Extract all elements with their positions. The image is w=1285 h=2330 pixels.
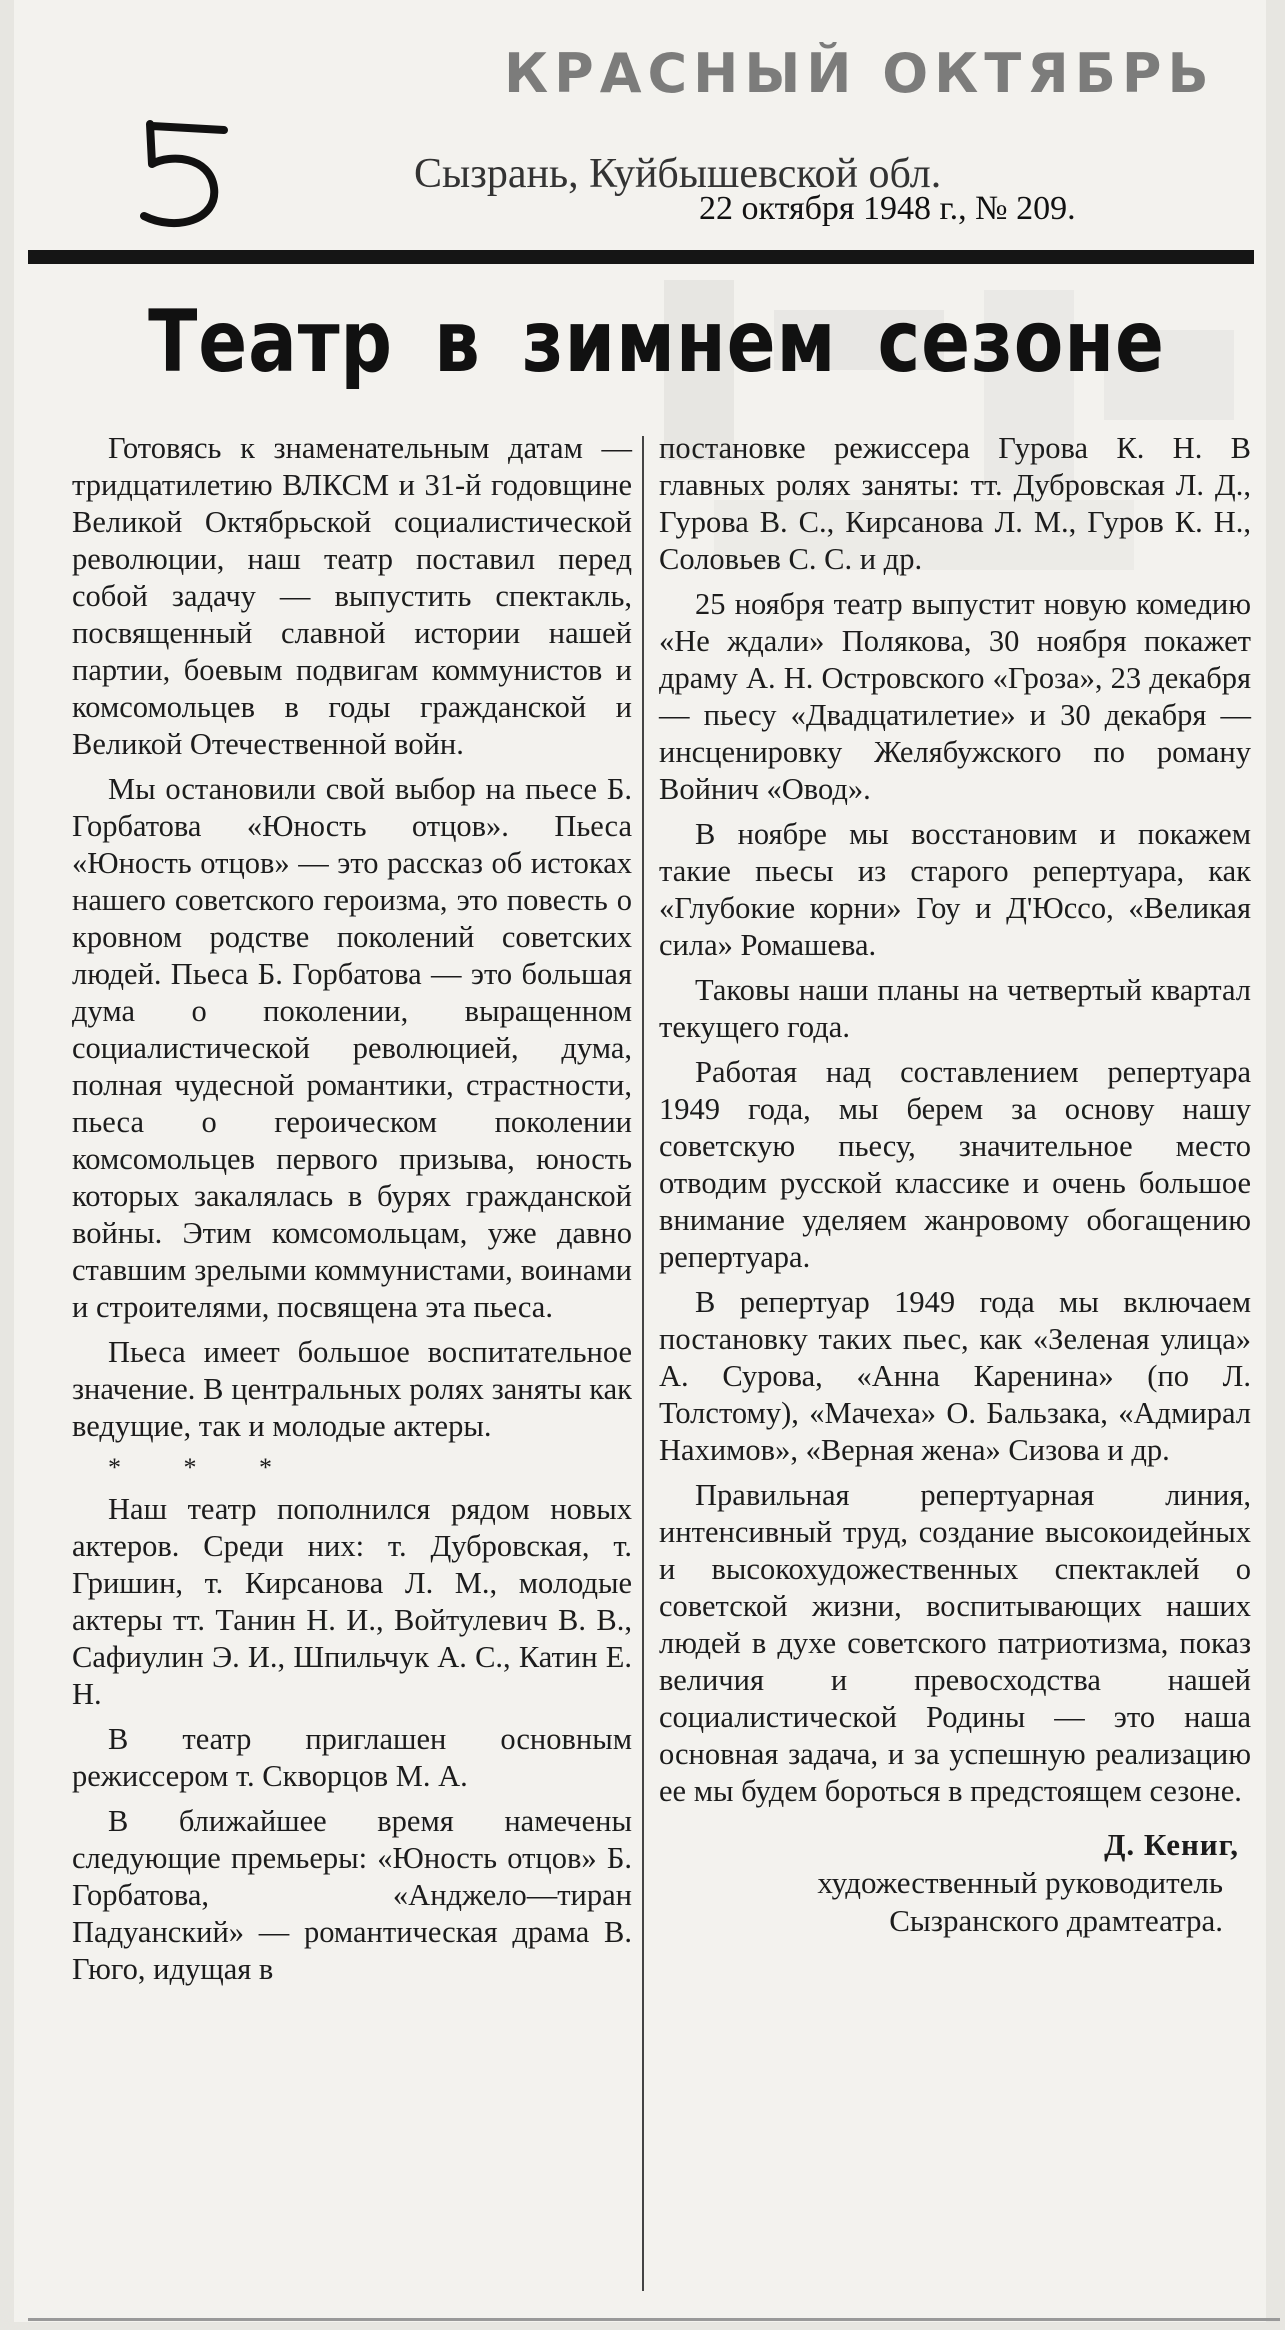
author-role: художественный руководитель (817, 1865, 1223, 1900)
article-title: Театр в зимнем сезоне (148, 292, 1165, 392)
header-rule (28, 250, 1254, 264)
paragraph: В репертуар 1949 года мы включаем постановку таких пьес, как «Зеленая улица» А. Сурова, «Анна Каренина» (по Л. Толстому), «Мачеха» О. Бальзака, «Адмирал Нахимов», «Верная жена» Сизова и др. (659, 1285, 1251, 1467)
paragraph: В театр приглашен основным режиссером т. Скворцов М. А. (72, 1722, 632, 1793)
newspaper-clipping (14, 0, 1266, 2322)
publication-date-issue: 22 октября 1948 г., № 209. (699, 190, 1076, 227)
left-column (72, 430, 632, 2300)
paragraph: В ближайшее время намечены следующие премьеры: «Юность отцов» Б. Горбатова, «Анджело—тиран Падуанский» — романтическая драма В. Гюго, идущая в (72, 1804, 632, 1986)
paragraph: Таковы наши планы на четвертый квартал текущего года. (659, 973, 1251, 1044)
publication-city: Сызрань, Куйбышевской обл. (414, 151, 942, 197)
author-organization: Сызранского драмтеатра. (889, 1903, 1223, 1938)
section-separator: * * * (108, 1453, 300, 1482)
right-column (659, 430, 1251, 2300)
paragraph: В ноябре мы восстановим и покажем такие пьесы из старого репертуара, как «Глубокие корни» Гоу и Д'Юссо, «Великая сила» Ромашева. (659, 817, 1251, 962)
paragraph: Правильная репертуарная линия, интенсивный труд, создание высокоидейных и высокохудожественных спектаклей о советской жизни, воспитывающих наших людей в духе советского патриотизма, показ величия и превосходства нашей социалистической Родины — это наша основная задача, и за успешную реализацию ее мы будем бороться в предстоящем сезоне. (659, 1478, 1251, 1808)
paragraph: Готовясь к знаменательным датам — тридцатилетию ВЛКСМ и 31-й годовщине Великой Октябрьской социалистической революции, наш театр поставил перед собой задачу — выпустить спектакль, посвященный славной истории нашей партии, боевым подвигам коммунистов и комсомольцев в годы гражданской и Великой Отечественной войн. (72, 431, 632, 761)
paragraph: Работая над составлением репертуара 1949 года, мы берем за основу нашу советскую пьесу, значительное место отводим русской классике и очень большое внимание уделяем жанровому обогащению репертуара. (659, 1055, 1251, 1274)
paragraph: Мы остановили свой выбор на пьесе Б. Горбатова «Юность отцов». Пьеса «Юность отцов» — это рассказ об истоках нашего советского героизма, это повесть о кровном родстве поколений советских людей. Пьеса Б. Горбатова — это большая дума о поколении, выращенном социалистической революцией, дума, полная чудесной романтики, страстности, пьеса о героическом поколении комсомольцев первого призыва, юность которых закалялась в бурях гражданской войны. Этим комсомольцам, уже давно ставшим зрелыми коммунистами, воинами и строителями, посвящена эта пьеса. (72, 772, 632, 1324)
paragraph: 25 ноября театр выпустит новую комедию «Не ждали» Полякова, 30 ноября покажет драму А. Н. Островского «Гроза», 23 декабря — пьесу «Двадцатилетие» и 30 декабря — инсценировку Желябужского по роману Войнич «Овод». (659, 587, 1251, 806)
column-divider (642, 436, 644, 2291)
paragraph: постановке режиссера Гурова К. Н. В главных ролях заняты: тт. Дубровская Л. Д., Гурова В. С., Кирсанова Л. М., Гуров К. Н., Соловьев С. С. и др. (659, 431, 1251, 576)
paragraph: Пьеса имеет большое воспитательное значение. В центральных ролях заняты как ведущие, так и молодые актеры. (72, 1335, 632, 1443)
clipping-bottom-edge (28, 2318, 1280, 2321)
newspaper-masthead: КРАСНЫЙ ОКТЯБРЬ (504, 42, 1215, 105)
author-name: Д. Кениг, (1104, 1827, 1239, 1862)
signature-block (659, 1826, 1251, 1940)
handwritten-number-5-mark (132, 116, 242, 236)
paragraph: Наш театр пополнился рядом новых актеров. Среди них: т. Дубровская, т. Гришин, т. Кирсанова Л. М., молодые актеры тт. Танин Н. И., Войтулевич В. В., Сафиулин Э. И., Шпильчук А. С., Катин Е. Н. (72, 1492, 632, 1711)
